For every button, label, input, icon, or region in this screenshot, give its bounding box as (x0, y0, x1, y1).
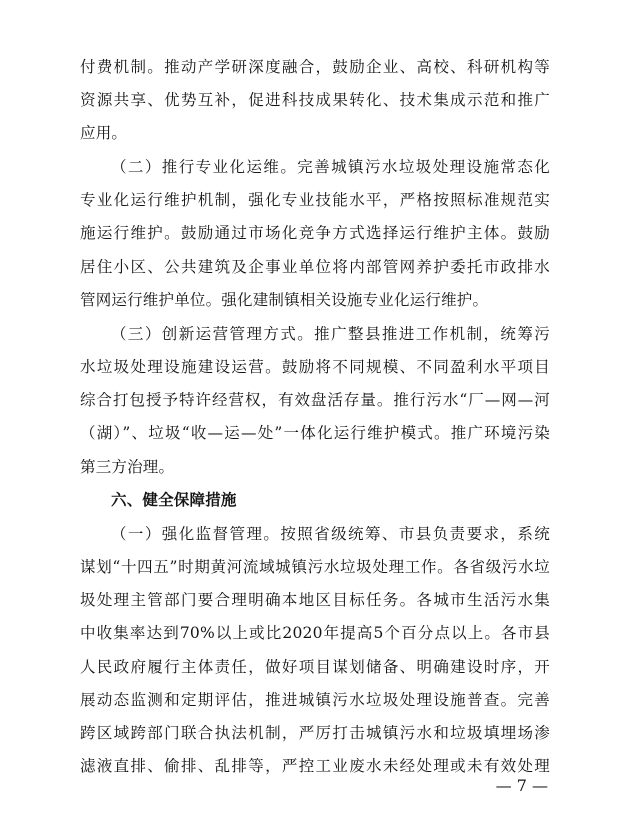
body-text-line: 圾处理主管部门要合理明确本地区目标任务。各城市生活污水集 (80, 591, 550, 609)
body-text-line: （湖）”、垃圾“收—运—处”一体化运行维护模式。推广环境污染 (80, 424, 550, 442)
body-text-line: （三）创新运营管理方式。推广整县推进工作机制，统筹污 (111, 325, 550, 343)
body-text-line: 水垃圾处理设施建设运营。鼓励将不同规模、不同盈利水平项目 (80, 358, 550, 376)
body-text-line: 人民政府履行主体责任，做好项目谋划储备、明确建设时序，开 (80, 658, 550, 676)
body-text-line: 第三方治理。 (80, 458, 175, 476)
body-text-line: 综合打包授予特许经营权，有效盘活存量。推行污水“厂—网—河 (80, 391, 550, 409)
body-text-line: 滤液直排、偷排、乱排等，严控工业废水未经处理或未有效处理 (80, 757, 550, 775)
page-number: — 7 — (495, 776, 548, 795)
body-text-line: 专业化运行维护机制，强化专业技能水平，严格按照标准规范实 (80, 191, 550, 209)
section-heading: 六、健全保障措施 (111, 491, 237, 509)
body-text-line: 施运行维护。鼓励通过市场化竞争方式选择运行维护主体。鼓励 (80, 224, 550, 242)
body-text-line: 管网运行维护单位。强化建制镇相关设施专业化运行维护。 (80, 291, 489, 309)
body-text-line: 应用。 (80, 124, 128, 142)
body-text-line: 跨区域跨部门联合执法机制，严厉打击城镇污水和垃圾填埋场渗 (80, 724, 550, 742)
body-text-line: 付费机制。推动产学研深度融合，鼓励企业、高校、科研机构等 (80, 58, 550, 76)
body-text-line: 中收集率达到70%以上或比2020年提高5个百分点以上。各市县 (80, 624, 550, 642)
body-text-line: （一）强化监督管理。按照省级统筹、市县负责要求，系统 (111, 525, 550, 543)
body-text-line: 谋划“十四五”时期黄河流域城镇污水垃圾处理工作。各省级污水垃 (80, 558, 550, 576)
body-text-line: （二）推行专业化运维。完善城镇污水垃圾处理设施常态化 (111, 158, 550, 176)
body-text-line: 展动态监测和定期评估，推进城镇污水垃圾处理设施普查。完善 (80, 691, 550, 709)
body-text-line: 居住小区、公共建筑及企事业单位将内部管网养护委托市政排水 (80, 258, 550, 276)
body-text-line: 资源共享、优势互补，促进科技成果转化、技术集成示范和推广 (80, 91, 550, 109)
